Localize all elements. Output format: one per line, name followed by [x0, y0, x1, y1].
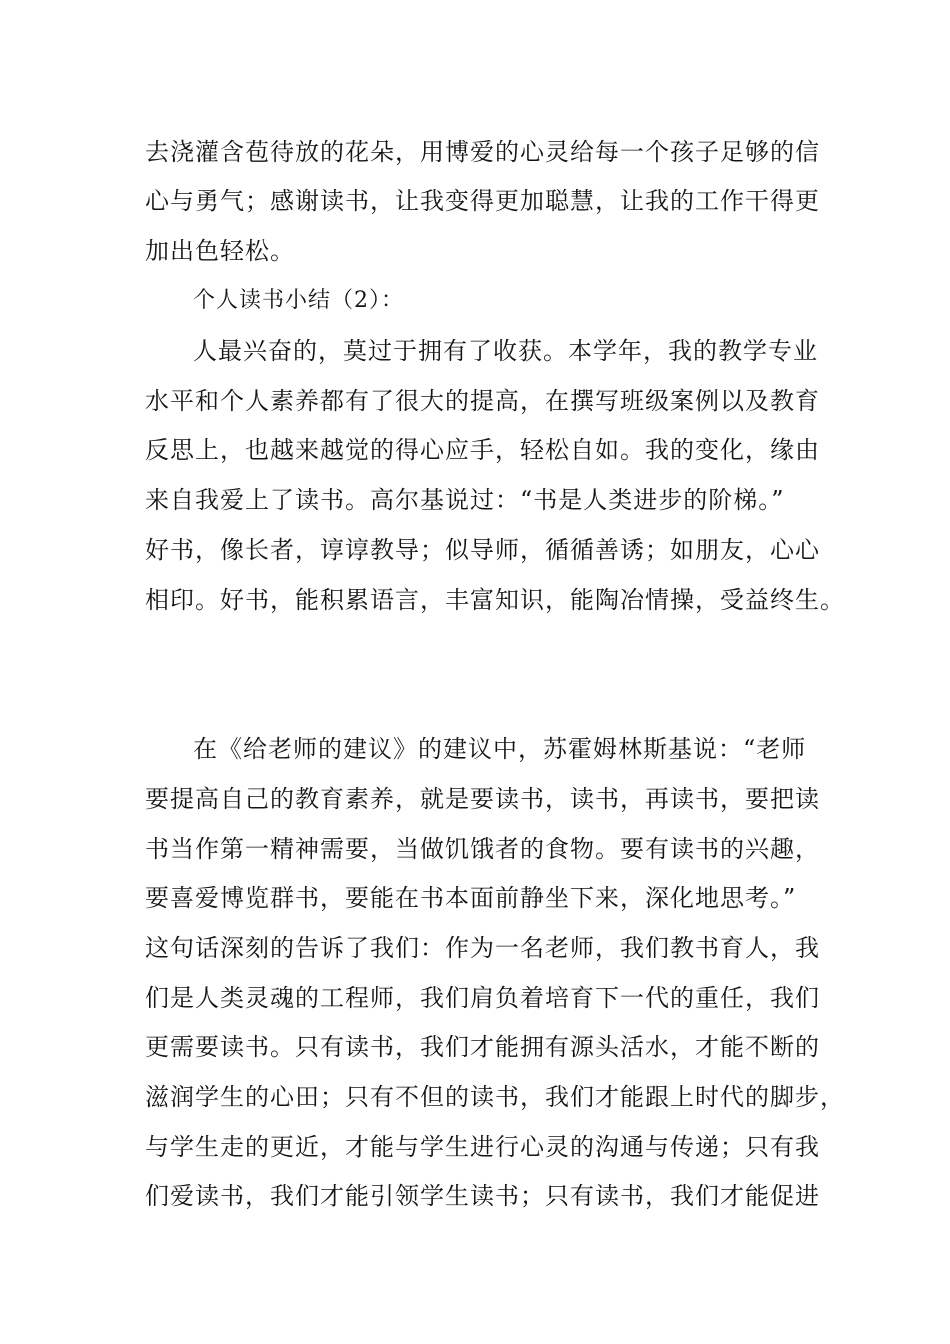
paragraph-line: 相印。好书，能积累语言，丰富知识，能陶冶情操，受益终生。 [145, 586, 845, 614]
section-heading: 个人读书小结（2）： [193, 288, 404, 313]
paragraph-line: 要提高自己的教育素养，就是要读书，读书，再读书，要把读 [145, 785, 820, 813]
paragraph-line: 去浇灌含苞待放的花朵，用博爱的心灵给每一个孩子足够的信 [145, 138, 820, 166]
paragraph-line: 更需要读书。只有读书，我们才能拥有源头活水，才能不断的 [145, 1033, 820, 1061]
paragraph-line: 们爱读书，我们才能引领学生读书；只有读书，我们才能促进 [145, 1182, 820, 1210]
paragraph-line: 要喜爱博览群书，要能在书本面前静坐下来，深化地思考。” [145, 884, 797, 912]
paragraph-line: 书当作第一精神需要，当做饥饿者的食物。要有读书的兴趣， [145, 835, 820, 863]
paragraph-line: 在《给老师的建议》的建议中，苏霍姆林斯基说：“老师 [193, 735, 807, 763]
paragraph-line: 们是人类灵魂的工程师，我们肩负着培育下一代的重任，我们 [145, 984, 820, 1012]
paragraph-line: 与学生走的更近，才能与学生进行心灵的沟通与传递；只有我 [145, 1133, 820, 1161]
paragraph-line: 好书，像长者，谆谆教导；似导师，循循善诱；如朋友，心心 [145, 536, 820, 564]
paragraph-line: 反思上，也越来越觉的得心应手，轻松自如。我的变化，缘由 [145, 436, 820, 464]
paragraph-line: 心与勇气；感谢读书，让我变得更加聪慧，让我的工作干得更 [145, 187, 820, 215]
paragraph-line: 加出色轻松。 [145, 237, 295, 265]
paragraph-line: 来自我爱上了读书。高尔基说过：“书是人类进步的阶梯。” [145, 486, 785, 514]
paragraph-line: 水平和个人素养都有了很大的提高，在撰写班级案例以及教育 [145, 387, 820, 415]
paragraph-line: 人最兴奋的，莫过于拥有了收获。本学年，我的教学专业 [193, 337, 818, 365]
paragraph-line: 这句话深刻的告诉了我们：作为一名老师，我们教书育人，我 [145, 934, 820, 962]
paragraph-line: 滋润学生的心田；只有不但的读书，我们才能跟上时代的脚步， [145, 1083, 845, 1111]
